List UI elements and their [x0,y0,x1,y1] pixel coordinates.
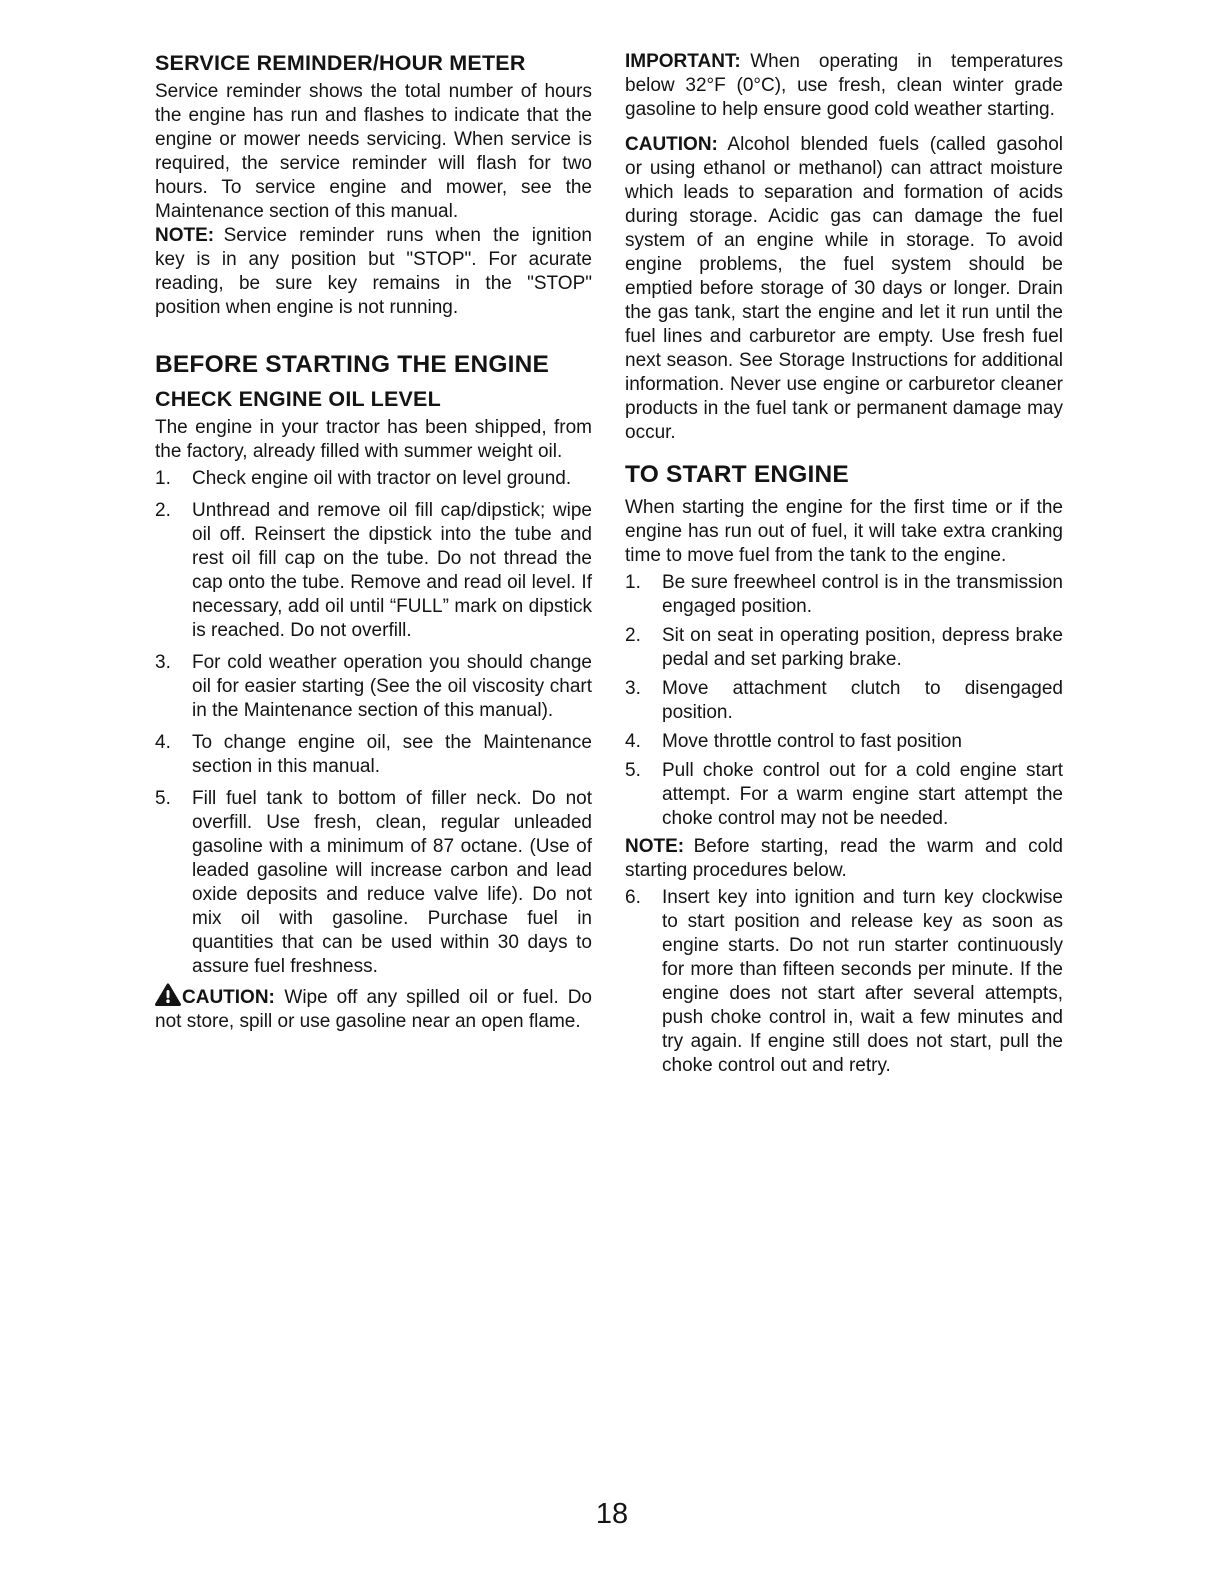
list-item [625,571,1063,619]
list-item-text: Move throttle control to fast position [662,731,962,752]
paragraph-lead: CAUTION: [625,134,718,155]
list-item-text: Check engine oil with tractor on level ground. [192,468,572,489]
paragraph-lead: NOTE: [155,225,215,246]
list-item-number: 3. [155,652,171,673]
list-item [625,677,1063,725]
paragraph: The engine in your tractor has been shipped, from the factory, already filled with summer weight oil. [155,417,592,462]
list-item-text: Move attachment clutch to disengaged position. [662,678,1063,723]
caution-paragraph: CAUTION: Wipe off any spilled oil or fuel. Do not store, spill or use gasoline near an open flame. [155,983,592,1034]
section-heading: TO START ENGINE [625,461,849,488]
paragraph: NOTE: Service reminder runs when the ignition key is in any position but "STOP". For acurate reading, be sure key remains in the "STOP" position when engine is not running. [155,225,592,318]
paragraph-lead: CAUTION: [182,987,275,1008]
list-item [155,499,592,643]
list-item [625,886,1063,1078]
list-item-text: For cold weather operation you should change oil for easier starting (See the oil viscosity chart in the Maintenance section of this manual). [192,652,592,721]
list-item-number: 5. [625,760,641,781]
list-item [155,787,592,979]
list-item-number: 3. [625,678,641,699]
list-item-number: 6. [625,887,641,908]
right-column [625,50,1063,1078]
list-item-number: 4. [625,731,641,752]
left-column [155,50,592,1034]
list-item-text: Pull choke control out for a cold engine start attempt. For a warm engine start attempt the choke control may not be needed. [662,760,1063,829]
list-item [625,624,1063,672]
list-item-text: Unthread and remove oil fill cap/dipstick; wipe oil off. Reinsert the dipstick into the tube and rest oil fill cap on the tube. Do not thread the cap onto the tube. Remove and read oil level. If necessary, add oil until “FULL” mark on dipstick is reached. Do not overfill. [192,500,592,641]
list-item-text: Fill fuel tank to bottom of filler neck. Do not overfill. Use fresh, clean, regular unleaded gasoline with a minimum of 87 octane. (Use of leaded gasoline will increase carbon and lead oxide deposits and reduce valve life). Do not mix oil with gasoline. Purchase fuel in quantities that can be used within 30 days to assure fuel freshness. [192,788,592,977]
sub-heading: SERVICE REMINDER/HOUR METER [155,51,526,75]
list-item-number: 5. [155,788,171,809]
list-item [625,759,1063,831]
page-number: 18 [595,1498,629,1530]
list-item-text: Sit on seat in operating position, depress brake pedal and set parking brake. [662,625,1063,670]
list-item-number: 1. [625,572,641,593]
list-item-number: 2. [155,500,171,521]
numbered-list [625,571,1063,831]
list-item-text: Be sure freewheel control is in the transmission engaged position. [662,572,1063,617]
paragraph: Service reminder shows the total number of hours the engine has run and flashes to indicate that the engine or mower needs servicing. When service is required, the service reminder will flash for two hours. To service engine and mower, see the Maintenance section of this manual. [155,81,592,222]
list-item-text: Insert key into ignition and turn key clockwise to start position and release key as soon as engine starts. Do not run starter continuously for more than fifteen seconds per minute. If the engine does not start after several attempts, push choke control in, wait a few minutes and try again. If engine still does not start, pull the choke control out and retry. [662,887,1063,1076]
paragraph-lead: IMPORTANT: [625,51,741,72]
list-item [155,731,592,779]
list-item-number: 4. [155,732,171,753]
paragraph: NOTE: Before starting, read the warm and cold starting procedures below. [625,836,1063,881]
list-item [155,467,592,491]
list-item-number: 2. [625,625,641,646]
paragraph: CAUTION: Alcohol blended fuels (called gasohol or using ethanol or methanol) can attract moisture which leads to separation and formation of acids during storage. Acidic gas can damage the fuel system of an engine while in storage. To avoid engine problems, the fuel system should be emptied before storage of 30 days or longer. Drain the gas tank, start the engine and let it run until the fuel lines and carburetor are empty. Use fresh fuel next season. See Storage Instructions for additional information. Never use engine or carburetor cleaner products in the fuel tank or permanent damage may occur. [625,134,1063,443]
list-item [625,730,1063,754]
list-item-number: 1. [155,468,171,489]
warning-triangle-icon [155,983,181,1006]
paragraph: IMPORTANT: When operating in temperatures below 32°F (0°C), use fresh, clean winter grade gasoline to help ensure good cold weather starting. [625,51,1063,120]
section-heading: BEFORE STARTING THE ENGINE [155,351,550,378]
numbered-list [625,886,1063,1078]
list-item [155,651,592,723]
sub-heading: CHECK ENGINE OIL LEVEL [155,387,441,411]
paragraph-lead: NOTE: [625,836,685,857]
paragraph: When starting the engine for the first time or if the engine has run out of fuel, it will take extra cranking time to move fuel from the tank to the engine. [625,497,1063,566]
list-item-text: To change engine oil, see the Maintenance section in this manual. [192,732,592,777]
numbered-list [155,467,592,979]
